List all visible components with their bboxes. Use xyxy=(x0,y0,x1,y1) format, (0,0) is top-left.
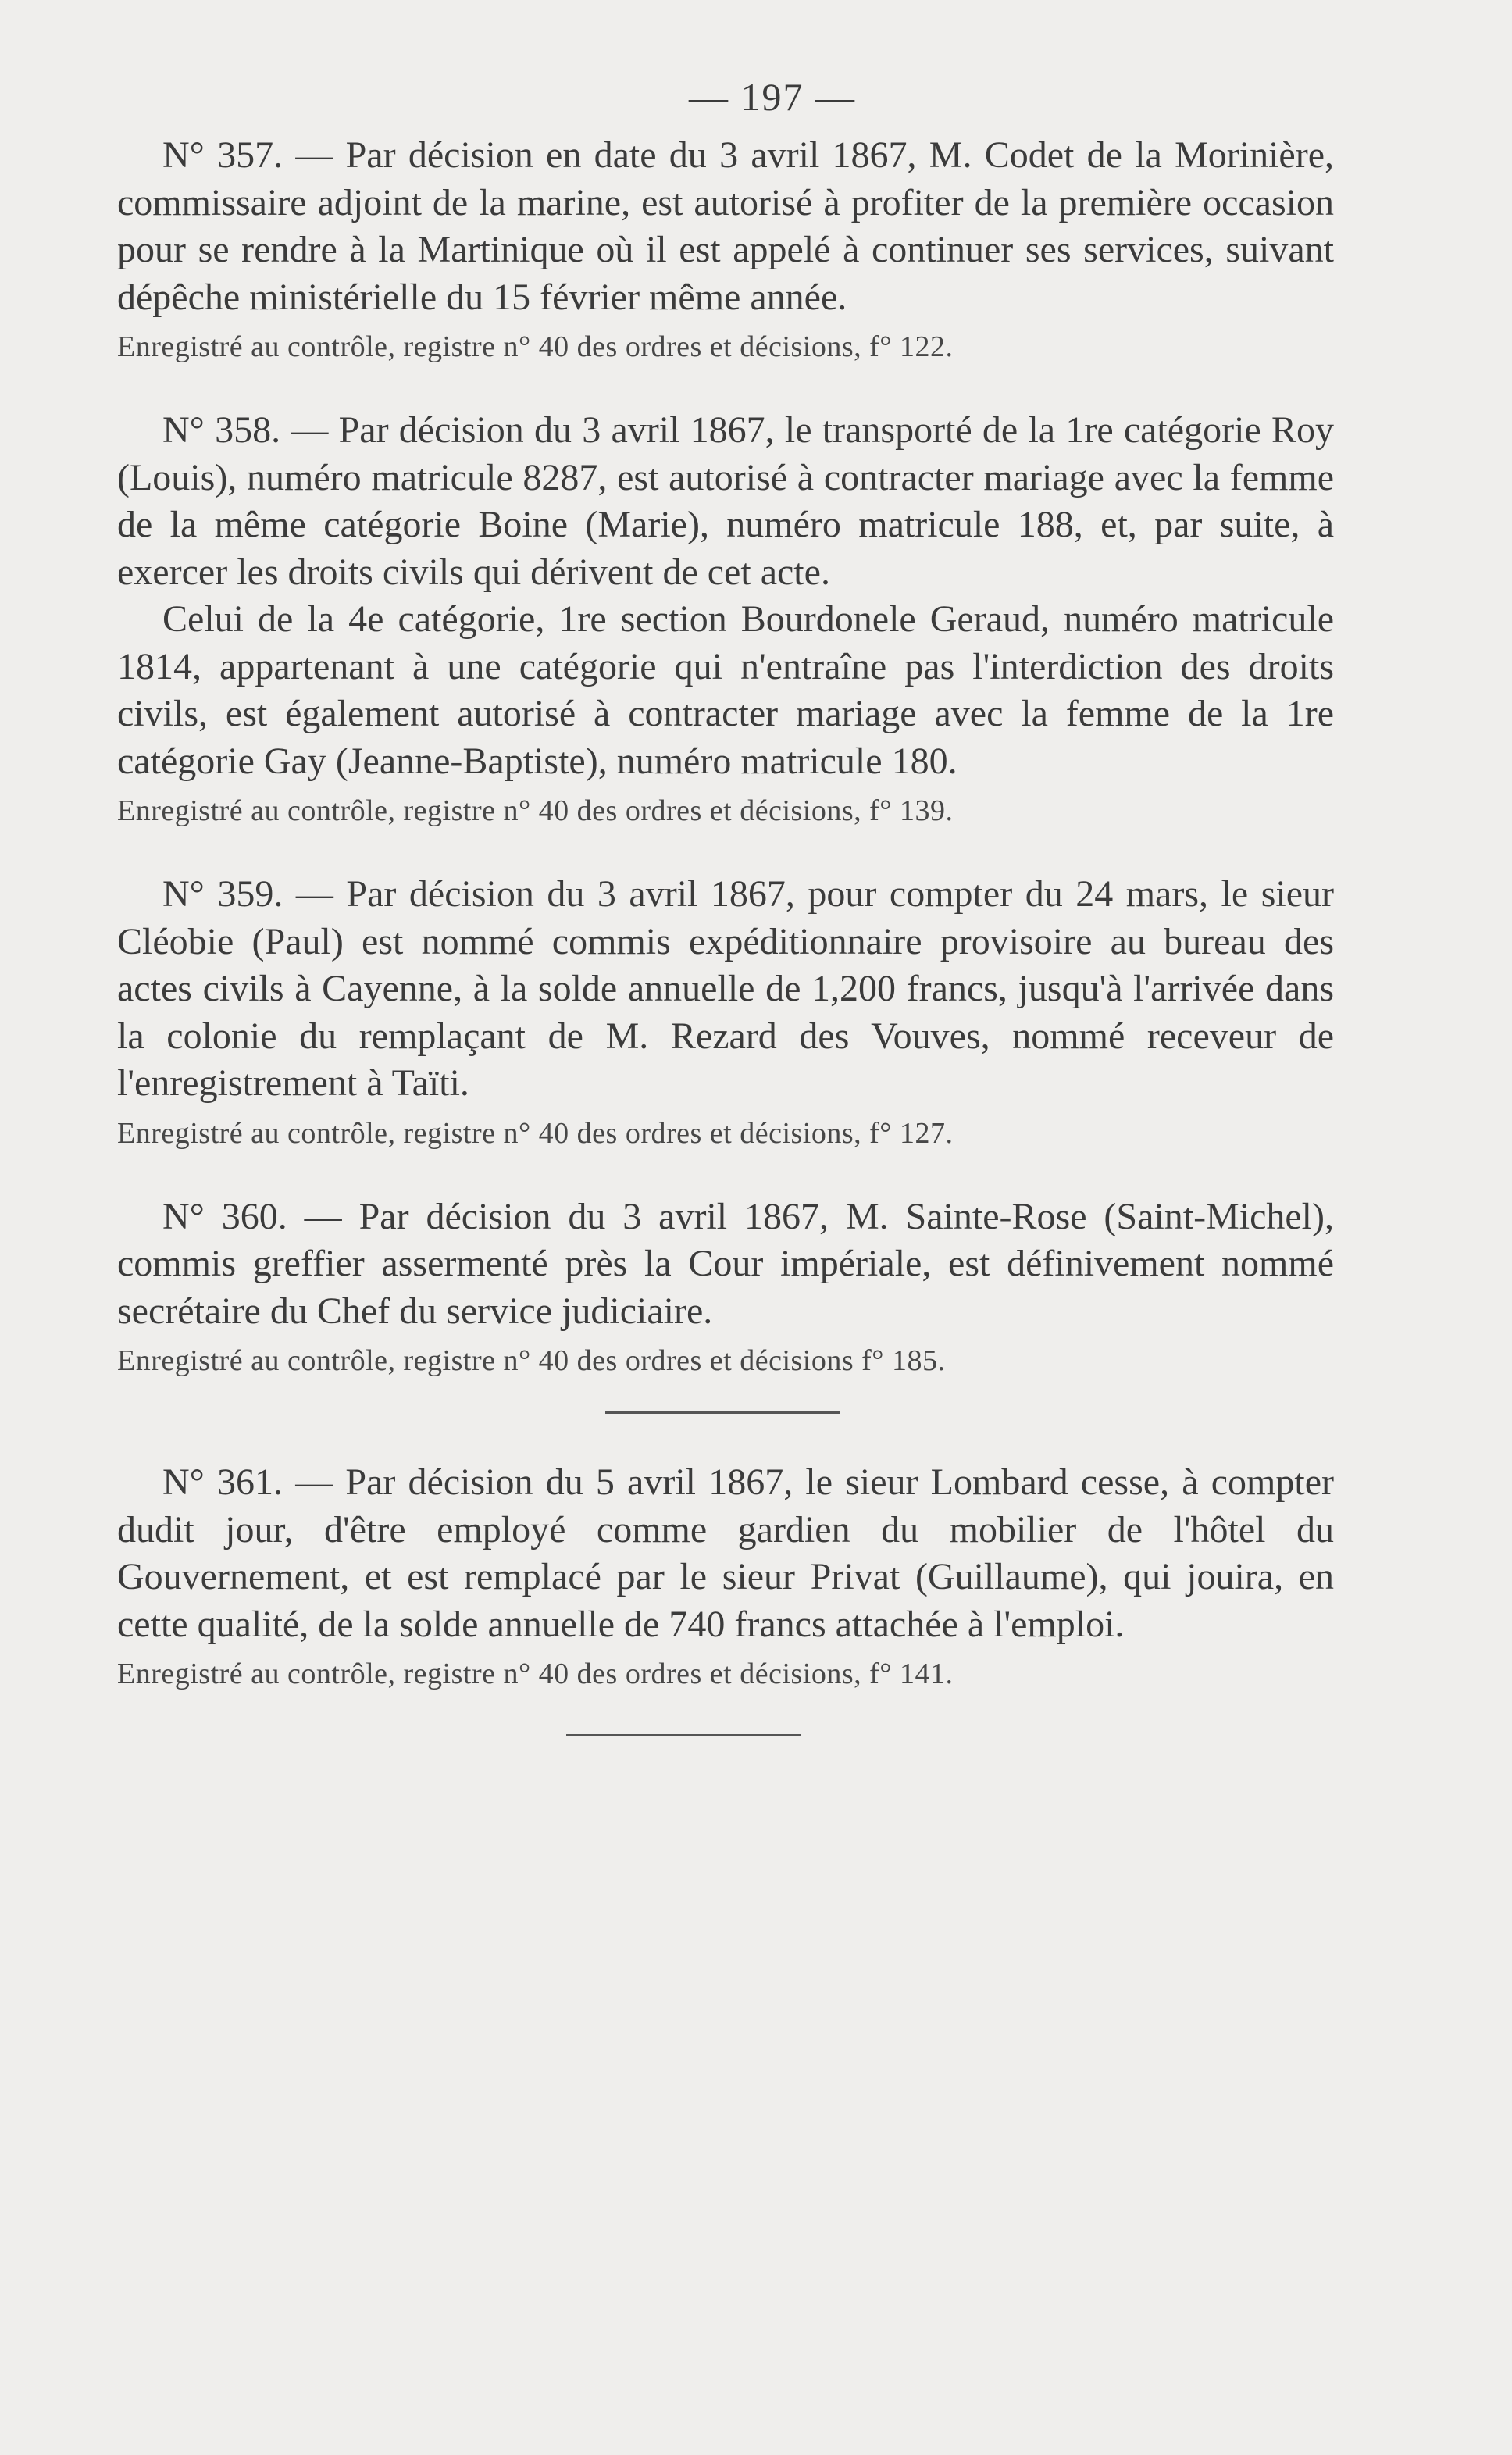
entry-paragraph: N° 361. — Par décision du 5 avril 1867, le sieur Lombard cesse, à compter dudit jour, d'être employé comme gardien du mobilier de l'hôtel du Gouvernement, et est remplacé par le sieur Privat (Guillaume), qui jouira, en cette qualité, de la solde annuelle de 740 francs attachée à l'emploi. xyxy=(117,1461,1334,1645)
registration-note: Enregistré au contrôle, registre n° 40 des ordres et décisions, f° 141. xyxy=(117,1657,954,1690)
registration-note: Enregistré au contrôle, registre n° 40 des ordres et décisions f° 185. xyxy=(117,1344,946,1377)
page-number: — 197 — xyxy=(689,75,856,119)
decision-entry-358 xyxy=(117,407,1334,830)
entry-paragraph: N° 357. — Par décision en date du 3 avril 1867, M. Codet de la Morinière, commissaire adjoint de la marine, est autorisé à profiter de la première occasion pour se rendre à la Martinique où il est appelé à continuer ses services, suivant dépêche ministérielle du 15 février même année. xyxy=(117,134,1334,318)
entry-paragraph: N° 358. — Par décision du 3 avril 1867, le transporté de la 1re catégorie Roy (Louis), numéro matricule 8287, est autorisé à contracter mariage avec la femme de la même catégorie Boine (Marie), numéro matricule 188, et, par suite, à exercer les droits civils qui dérivent de cet acte. xyxy=(117,409,1334,593)
decision-entry-359 xyxy=(117,871,1334,1153)
entry-paragraph: Celui de la 4e catégorie, 1re section Bourdonele Geraud, numéro matricule 1814, appartenant à une catégorie qui n'entraîne pas l'interdiction des droits civils, est également autorisé à contracter mariage avec la femme de la 1re catégorie Gay (Jeanne-Baptiste), numéro matricule 180. xyxy=(117,598,1334,782)
decision-entry-360 xyxy=(117,1194,1334,1381)
end-divider xyxy=(566,1734,801,1736)
registration-note: Enregistré au contrôle, registre n° 40 des ordres et décisions, f° 127. xyxy=(117,1116,954,1150)
decision-entry-357 xyxy=(117,132,1334,366)
decision-entry-361 xyxy=(117,1459,1334,1693)
entry-paragraph: N° 360. — Par décision du 3 avril 1867, M. Sainte-Rose (Saint-Michel), commis greffier assermenté près la Cour impériale, est définivement nommé secrétaire du Chef du service judiciaire. xyxy=(117,1195,1334,1332)
registration-note: Enregistré au contrôle, registre n° 40 des ordres et décisions, f° 139. xyxy=(117,794,954,827)
registration-note: Enregistré au contrôle, registre n° 40 des ordres et décisions, f° 122. xyxy=(117,330,954,363)
section-divider xyxy=(605,1411,840,1414)
entry-paragraph: N° 359. — Par décision du 3 avril 1867, pour compter du 24 mars, le sieur Cléobie (Paul) est nommé commis expéditionnaire provisoire au bureau des actes civils à Cayenne, à la solde annuelle de 1,200 francs, jusqu'à l'arrivée dans la colonie du remplaçant de M. Rezard des Vouves, nommé receveur de l'enregistrement à Taïti. xyxy=(117,873,1334,1104)
